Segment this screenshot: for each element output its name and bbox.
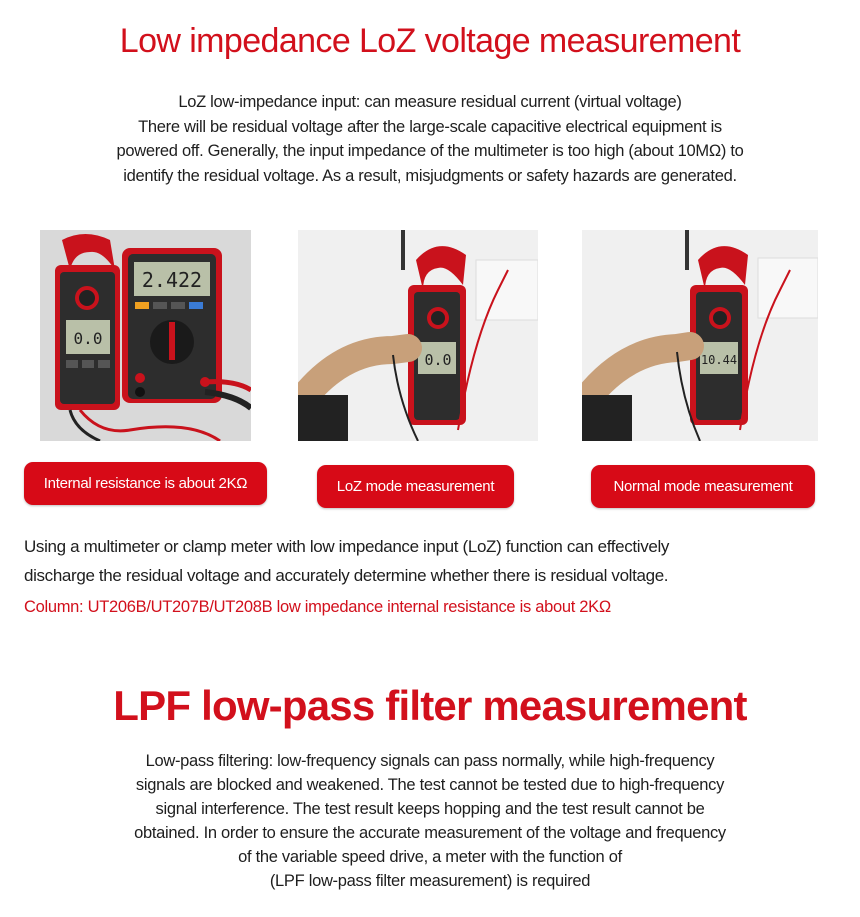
caption-loz-mode: LoZ mode measurement <box>317 465 514 508</box>
clamp-meter-loz-illustration-icon <box>298 230 538 441</box>
lpf-line: signals are blocked and weakened. The test cannot be tested due to high-frequency <box>135 776 725 794</box>
svg-text:0.0: 0.0 <box>424 351 452 369</box>
lpf-line: Low-pass filtering: low-frequency signals can pass normally, while high-frequency <box>145 752 715 770</box>
loz-section-title: Low impedance LoZ voltage measurement <box>119 22 741 60</box>
intro-line: There will be residual voltage after the large-scale capacitive electrical equipment is <box>138 117 722 136</box>
intro-line: identify the residual voltage. As a result, misjudgments or safety hazards are generated. <box>123 166 737 185</box>
clamp-meter-normal-illustration-icon <box>582 230 818 441</box>
intro-line: powered off. Generally, the input impedance of the multimeter is too high (about 10MΩ) to <box>116 142 744 160</box>
lpf-line: (LPF low-pass filter measurement) is required <box>269 872 591 890</box>
loz-body-text <box>24 532 844 590</box>
lpf-description <box>60 749 800 893</box>
loz-mode-photo <box>298 230 538 441</box>
normal-mode-photo <box>582 230 818 441</box>
meters-illustration-icon <box>40 230 251 441</box>
lpf-line: obtained. In order to ensure the accurate measurement of the voltage and frequency <box>134 824 726 842</box>
lpf-line: of the variable speed drive, a meter with the function of <box>238 848 622 866</box>
lpf-section-title: LPF low-pass filter measurement <box>113 682 747 729</box>
caption-normal-mode: Normal mode measurement <box>591 465 815 508</box>
svg-text:0.0: 0.0 <box>73 329 103 348</box>
multimeter-and-clamp-meter-photo <box>40 230 251 441</box>
caption-internal-resistance: Internal resistance is about 2KΩ <box>24 462 267 505</box>
lpf-line: signal interference. The test result keeps hopping and the test result cannot be <box>155 800 705 818</box>
body-line: discharge the residual voltage and accurately determine whether there is residual voltage. <box>24 566 669 585</box>
loz-intro <box>40 90 820 188</box>
svg-text:2.422: 2.422 <box>141 268 203 292</box>
model-note: Column: UT206B/UT207B/UT208B low impedance internal resistance is about 2KΩ <box>24 598 611 616</box>
body-line: Using a multimeter or clamp meter with low impedance input (LoZ) function can effectively <box>24 537 670 556</box>
intro-line: LoZ low-impedance input: can measure residual current (virtual voltage) <box>178 93 682 111</box>
svg-text:10.44: 10.44 <box>700 353 738 367</box>
